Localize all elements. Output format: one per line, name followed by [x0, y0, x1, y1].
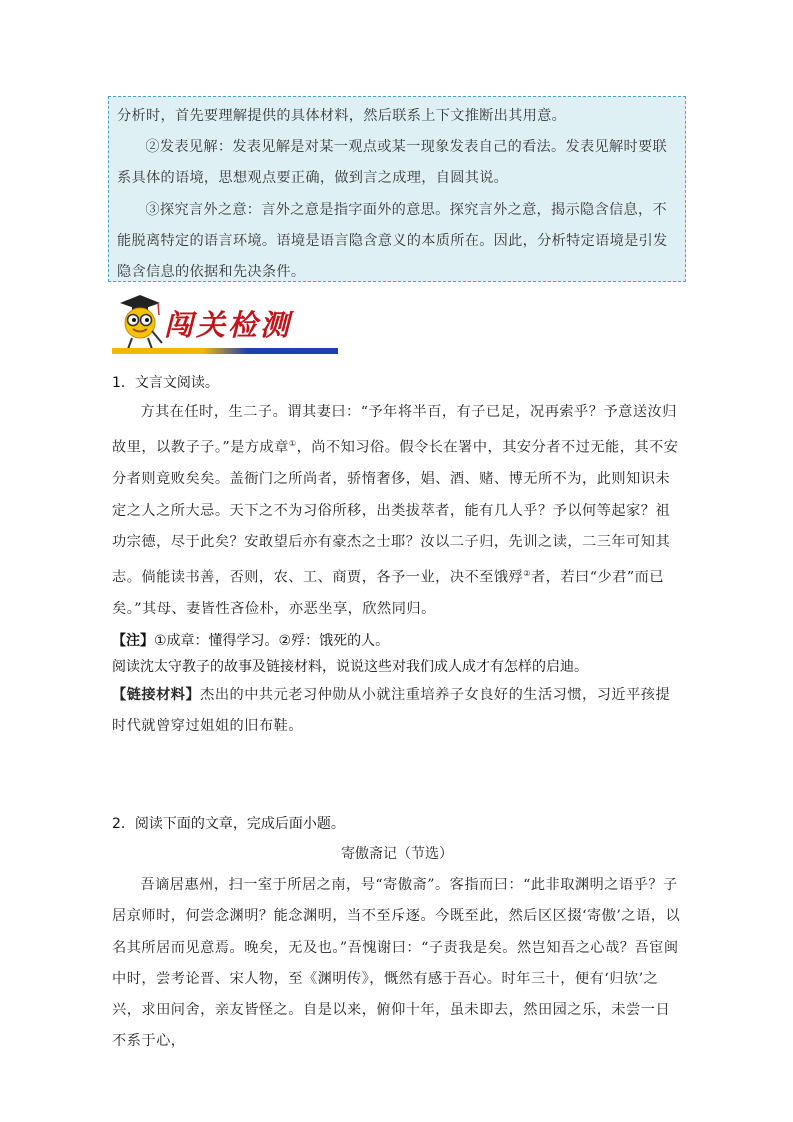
q1-passage: [112, 397, 682, 626]
q1-passage-part-c: 者，若曰“少君”而已矣。”其母、妻皆性吝俭朴，亦恶坐享，欣然同归。: [112, 569, 664, 618]
footnote-ref-1: ①: [288, 439, 297, 449]
q1-passage-part-a: 方其在任时，生二子。谓其妻曰：“予年将半百，有子已足，况再索乎？予意送汝归故里，以教子子。”是方成章: [112, 404, 677, 457]
question-1: [112, 373, 682, 742]
tip-line-1: 分析时，首先要理解提供的具体材料，然后联系上下文推断出其用意。: [117, 108, 567, 124]
tip-para-2: ②发表见解：发表见解是对某一观点或某一现象发表自己的看法。发表见解时要联系具体的语境，思想观点要正确，做到言之成理，自圆其说。: [117, 139, 667, 187]
note-text: ①成章：懂得学习。②殍：饿死的人。: [154, 632, 390, 649]
footnote-ref-2: ②: [523, 569, 531, 579]
question-2: [112, 814, 682, 1058]
mascot-graduate-icon: [112, 293, 164, 353]
section-banner: [112, 293, 338, 359]
q1-question: 阅读沈太守教子的故事及链接材料，说说这些对我们成人成才有怎样的启迪。: [112, 658, 588, 675]
banner-title: 闯关检测: [164, 308, 293, 342]
q2-passage: 吾谪居惠州，扫一室于所居之南，号“寄傲斋”。客指而曰：“此非取渊明之语乎？子居京师时，何尝念渊明？能念渊明，当不至斥逐。今既至此，然后区区掇‘寄傲’之语，以名其所居而见意焉。晚矣，无及也。”吾愧谢曰：“子责我是矣。然岂知吾之心哉？吾宦闽中时，尝考论晋、宋人物，至《渊明传》，慨然有感于吾心。时年三十，便有‘归欤’之兴，求田问舍，亲友皆怪之。自是以来，俯仰十年，虽未即去，然田园之乐，未尝一日不系于心，: [112, 877, 681, 1050]
banner-underline: [112, 348, 338, 354]
tip-para-3: ③探究言外之意：言外之意是指字面外的意思。探究言外之意，揭示隐含信息，不能脱离特定的语言环境。语境是语言隐含意义的本质所在。因此，分析特定语境是引发隐含信息的依据和先决条件。: [117, 201, 668, 281]
q1-heading: 1．文言文阅读。: [112, 375, 219, 391]
note-label: 【注】: [112, 632, 154, 649]
link-label: 【链接材料】: [112, 686, 201, 703]
link-text: 杰出的中共元老习仲勋从小就注重培养子女良好的生活习惯，习近平孩提时代就曾穿过姐姐的旧布鞋。: [112, 686, 671, 734]
tip-box: [108, 96, 686, 282]
q2-heading: 2．阅读下面的文章，完成后面小题。: [112, 816, 345, 832]
q1-passage-part-b: ，尚不知习俗。假令长在署中，其安分者不过无能，其不安分者则竟败矣矣。盖衙门之所尚者，骄惰奢侈，娼、酒、赌、博无所不为，此则知识未定之人之所大忌。天下之不为习俗所移，出类拔萃者，能有几人乎？予以何等起家？祖功宗德，尽于此矣？安敢望后亦有豪杰之士耶？汝以二子归，先训之读，二三年可知其志。倘能读书善，否则，农、工、商贾，各予一业，决不至饿殍: [112, 440, 679, 586]
q1-link-material: [112, 680, 682, 742]
q1-note: [112, 628, 682, 654]
q2-article-title: 寄傲斋记（节选）: [341, 846, 453, 862]
